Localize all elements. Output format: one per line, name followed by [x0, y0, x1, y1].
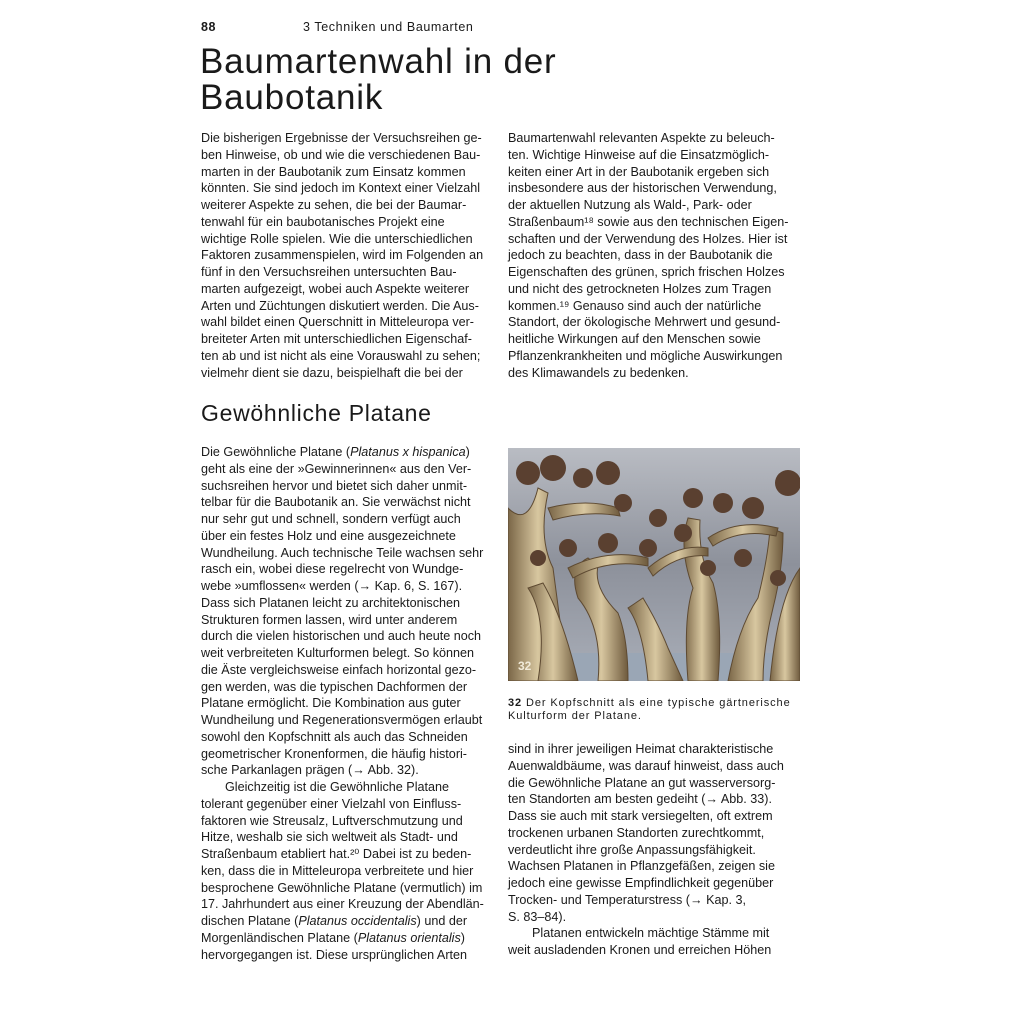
text-segment: Gleichzeitig ist die Gewöhnliche Platane	[225, 780, 450, 794]
text-line	[201, 645, 484, 662]
text-line	[201, 947, 484, 964]
text-segment: Morgenländischen Platane (	[201, 930, 358, 945]
text-line	[201, 829, 484, 846]
section-column-left	[201, 444, 484, 963]
text-segment: )	[465, 445, 470, 459]
text-line	[201, 628, 484, 645]
text-segment: sowohl den Kopfschnitt als auch das Schneiden	[201, 729, 468, 744]
text-line: heitliche Wirkungen auf den Menschen sowie	[508, 332, 761, 346]
text-line: weiterer Aspekte zu sehen, die bei der Baumar-	[201, 198, 467, 212]
text-line	[201, 461, 484, 478]
text-line	[201, 863, 484, 880]
text-segment: Straßenbaum etabliert hat.²⁰ Dabei ist zu beden-	[201, 847, 472, 861]
text-segment: )	[460, 930, 465, 945]
text-line: Eigenschaften des grünen, sprich frischen Holzes	[508, 265, 785, 279]
text-line	[201, 561, 484, 578]
text-line	[201, 511, 484, 528]
text-segment: gen werden, was die typischen Dachformen der	[201, 679, 468, 694]
text-segment: ) und der	[416, 914, 468, 928]
title-line: Baubotanik	[200, 78, 384, 117]
text-segment: über ein festes Holz und eine ausgezeichnete	[201, 528, 456, 543]
text-line: des Klimawandels zu bedenken.	[508, 365, 689, 380]
text-segment: Hitze, weshalb sie sich weltweit als Stadt- und	[201, 830, 458, 845]
text-line	[201, 746, 484, 763]
text-line	[201, 712, 484, 729]
figure-caption	[508, 697, 808, 722]
text-segment: rasch ein, wobei diese regelrecht von Wundge-	[201, 562, 464, 577]
text-segment: Dass sich Platanen leicht zu architektonischen	[201, 595, 461, 610]
running-head-chapter: 3 Techniken und Baumarten	[303, 20, 474, 34]
text-line: Arten und Züchtungen diskutiert werden. Die Aus-	[201, 298, 479, 313]
text-line: S. 83–84).	[508, 909, 567, 924]
text-line: ben Hinweise, ob und wie die verschiedenen Bau-	[201, 147, 481, 162]
page-number: 88	[201, 20, 217, 34]
text-segment: 17. Jahrhundert aus einer Kreuzung der Abendlän-	[201, 897, 484, 912]
text-line: verdeutlicht ihre große Anpassungsfähigkeit.	[508, 842, 756, 857]
text-line: insbesondere aus der historischen Verwendung,	[508, 181, 777, 196]
text-segment: Die Gewöhnliche Platane (	[201, 445, 351, 459]
text-segment: geht als eine der »Gewinnerinnen« aus den Ver-	[201, 461, 472, 476]
text-line	[201, 880, 484, 897]
text-line: kommen.¹⁹ Genauso sind auch der natürliche	[508, 298, 762, 313]
text-line	[201, 930, 484, 947]
caption-number: 32	[508, 697, 523, 709]
text-segment: die Äste vergleichsweise einfach horizontal gezo-	[201, 662, 477, 677]
text-line: wichtige Rolle spielen. Wie die unterschiedlichen	[201, 231, 473, 246]
text-segment: Strukturen formen lassen, wird unter anderem	[201, 612, 458, 627]
text-line: könnten. Sie sind jedoch im Kontext einer Vielzahl	[201, 181, 481, 196]
text-line: wahl bildet einen Querschnitt in Mitteleuropa ver-	[201, 315, 475, 330]
plane-trees-image	[508, 448, 800, 681]
text-segment: hervorgegangen ist. Diese ursprünglichen Arten	[201, 947, 468, 962]
text-segment: webe »umflossen« werden (→ Kap. 6, S. 167).	[201, 579, 463, 593]
figure-photo-pruned-plane-trees	[508, 448, 800, 681]
text-line: trockenen urbanen Standorten zurechtkommt,	[508, 825, 765, 840]
text-line: ten ab und ist nicht als eine Vorauswahl zu sehen;	[201, 348, 481, 363]
text-line: Trocken- und Temperaturstress (→ Kap. 3,	[508, 892, 746, 907]
text-segment: telbar für die Baubotanik an. Sie verwächst nicht	[201, 495, 471, 510]
text-segment: tolerant gegenüber einer Vielzahl von Einfluss-	[201, 796, 462, 811]
text-line: sind in ihrer jeweiligen Heimat charakteristische	[508, 742, 774, 756]
text-line: Straßenbaum¹⁸ sowie aus den technischen Eigen-	[508, 214, 789, 229]
text-segment: Wundheilung. Auch technische Teile wachsen sehr	[201, 545, 484, 560]
text-line	[201, 896, 484, 913]
text-line: breiteter Arten mit unterschiedlichen Eigenschaf-	[201, 332, 472, 346]
text-line: ten Standorten am besten gedeiht (→ Abb. 33).	[508, 792, 772, 807]
text-line	[201, 913, 484, 930]
text-line: marten aufgezeigt, wobei auch Aspekte weiterer	[201, 281, 470, 296]
text-line	[201, 478, 484, 495]
text-line: keiten einer Art in der Baubotanik ergeben sich	[508, 164, 770, 179]
text-line: Faktoren zusammenspielen, wird im Folgenden an	[201, 248, 484, 263]
text-segment: ken, dass die in Mitteleuropa verbreitete und hier	[201, 863, 474, 878]
intro-column-right	[508, 130, 788, 381]
text-line: Standort, der ökologische Mehrwert und gesund-	[508, 315, 781, 330]
text-line: Die bisherigen Ergebnisse der Versuchsreihen ge-	[201, 131, 482, 145]
text-line: fünf in den Versuchsreihen untersuchten Bau-	[201, 265, 457, 279]
text-segment: suchsreihen hervor und bietet sich daher unmit-	[201, 478, 468, 493]
text-segment: Wundheilung und Regenerationsvermögen erlaubt	[201, 713, 483, 727]
text-segment: sche Parkanlagen prägen (→ Abb. 32).	[201, 763, 419, 778]
text-segment: geometrischer Kronenformen, die häufig histori-	[201, 746, 467, 761]
text-line: weit ausladenden Kronen und erreichen Höhen	[508, 943, 772, 957]
text-line: und nicht des getrockneten Holzes zum Tragen	[508, 281, 772, 296]
text-line	[201, 846, 484, 863]
figure-number-overlay: 32	[518, 659, 532, 673]
text-line	[201, 796, 484, 813]
text-segment: besprochene Gewöhnliche Platane (vermutlich) im	[201, 880, 483, 895]
text-line: schaften und der Verwendung des Holzes. Hier ist	[508, 231, 788, 246]
text-line: Wachsen Platanen in Pflanzgefäßen, zeigen sie	[508, 859, 775, 874]
text-line: ten. Wichtige Hinweise auf die Einsatzmöglich-	[508, 147, 770, 162]
italic-species-name: Platanus occidentalis	[298, 914, 417, 928]
text-line	[201, 779, 484, 796]
text-line	[201, 762, 484, 779]
text-line: jedoch zu beachten, dass in der Baubotanik die	[508, 248, 773, 263]
text-line: Dass sie auch mit stark versiegelten, oft extrem	[508, 809, 773, 823]
text-segment: durch die vielen historischen und auch heute noch	[201, 629, 482, 644]
text-line: die Gewöhnliche Platane an gut wasserversorg-	[508, 775, 776, 790]
text-line: Baumartenwahl relevanten Aspekte zu beleuch-	[508, 131, 775, 145]
page-title	[200, 44, 556, 116]
text-line: jedoch eine gewisse Empfindlichkeit gegenüber	[508, 876, 774, 890]
text-line: der aktuellen Nutzung als Wald-, Park- oder	[508, 198, 752, 212]
text-line: tenwahl für ein baubotanisches Projekt eine	[201, 214, 445, 229]
text-line	[201, 528, 484, 545]
text-segment: nur sehr gut und schnell, sondern verfügt auch	[201, 512, 461, 526]
text-line	[201, 729, 484, 746]
text-line	[201, 494, 484, 511]
text-line	[201, 612, 484, 629]
text-line: marten in der Baubotanik zum Einsatz kommen	[201, 164, 466, 179]
text-segment: weit verbreiteten Kulturformen belegt. So können	[201, 646, 475, 660]
text-line	[201, 545, 484, 562]
text-line: vielmehr dient sie dazu, beispielhaft die bei der	[201, 365, 463, 380]
text-line: Platanen entwickeln mächtige Stämme mit	[532, 926, 770, 941]
text-line	[201, 695, 484, 712]
text-line	[201, 578, 484, 595]
italic-species-name: Platanus x hispanica	[350, 445, 466, 459]
caption-text: Der Kopfschnitt als eine typische gärtnerische Kulturform der Platane.	[508, 697, 791, 722]
text-line	[201, 813, 484, 830]
text-line: Auenwaldbäume, was darauf hinweist, dass auch	[508, 758, 784, 773]
text-line	[201, 679, 484, 696]
section-column-right	[508, 741, 784, 959]
title-line: Baumartenwahl in der	[200, 42, 557, 81]
italic-species-name: Platanus orientalis	[357, 930, 461, 945]
text-line	[201, 595, 484, 612]
text-line	[201, 662, 484, 679]
text-segment: dischen Platane (	[201, 914, 299, 928]
text-segment: faktoren wie Streusalz, Luftverschmutzung und	[201, 813, 463, 828]
text-line: Pflanzenkrankheiten und mögliche Auswirkungen	[508, 348, 783, 363]
text-line	[201, 444, 484, 461]
intro-column-left	[201, 130, 483, 381]
section-heading: Gewöhnliche Platane	[201, 400, 432, 426]
text-segment: Platane ermöglicht. Die Kombination aus guter	[201, 696, 461, 711]
